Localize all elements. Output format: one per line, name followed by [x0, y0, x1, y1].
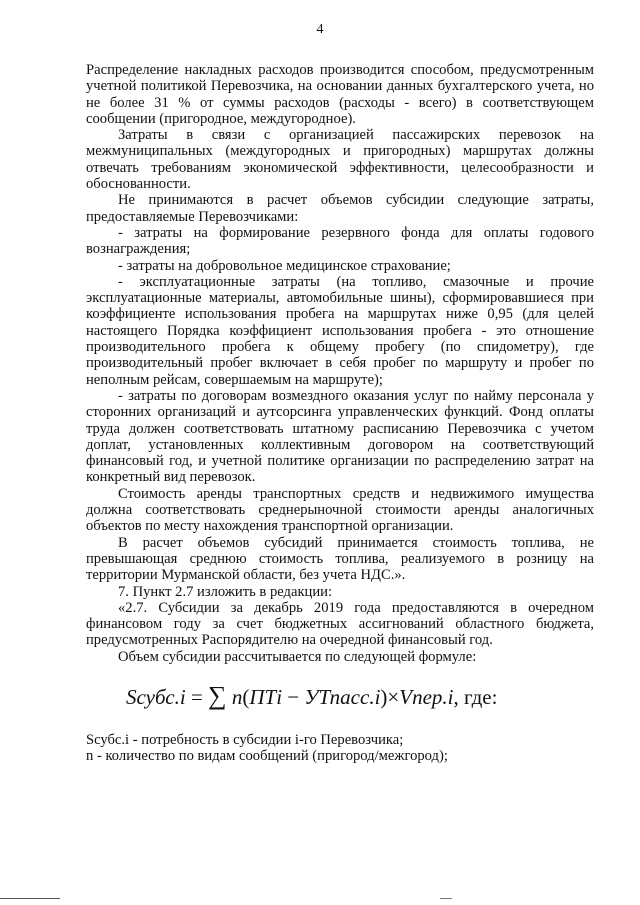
- paragraph: Объем субсидии рассчитывается по следующей формуле:: [118, 648, 477, 665]
- formula-minus: −: [287, 684, 300, 709]
- paragraph: В расчет объемов субсидий принимается стоимость топлива, не превышающая среднюю стоимость топлива, реализуемого в розницу на территории Мурманской области, без учета НДС.».: [86, 534, 594, 584]
- formula-sum-symbol: ∑: [208, 680, 227, 710]
- definition: Sсубс.i - потребность в субсидии i-го Перевозчика;: [86, 731, 404, 748]
- subsidy-formula: [126, 680, 594, 710]
- definition: n - количество по видам сообщений (пригород/межгород);: [86, 748, 448, 765]
- paragraph: Стоимость аренды транспортных средств и недвижимого имущества должна соответствовать среднерыночной стоимости аренды аналогичных объектов по месту нахождения транспортной организации.: [86, 485, 594, 535]
- formula-lhs: Sсубс.i: [126, 684, 186, 709]
- formula-equals: =: [190, 684, 203, 709]
- list-item: - эксплуатационные затраты (на топливо, смазочные и прочие эксплуатационные материалы, автомобильные шины), сформировавшиеся при коэффициенте использования пробега на маршрутах ниже 0,95 (для целей настоящего Порядка коэффициент использования пробега - это отношение производительного пробега к общему пробегу (по спидометру), где производительный пробег включает в себя пробег по маршруту и пробег по неполным рейсам, совершаемым на маршруте);: [86, 273, 594, 388]
- formula-term-ut: УТпасс.i: [304, 684, 381, 709]
- section-heading: 7. Пункт 2.7 изложить в редакции:: [118, 583, 333, 600]
- formula-n: n: [231, 684, 243, 709]
- document-body: [86, 62, 594, 765]
- list-item: - затраты на формирование резервного фонда для оплаты годового вознаграждения;: [86, 224, 594, 258]
- formula-term-pt: ПТi: [249, 684, 283, 709]
- paragraph: «2.7. Субсидии за декабрь 2019 года предоставляются в очередном финансовом году за счет бюджетных ассигнований областного бюджета, предусмотренных Распорядителю на очередной финансовый год.: [86, 599, 594, 649]
- formula-times: ×: [387, 684, 400, 709]
- formula-close-paren: ): [380, 684, 388, 709]
- page-number: 4: [316, 22, 324, 37]
- paragraph: Не принимаются в расчет объемов субсидии следующие затраты, предоставляемые Перевозчиками:: [86, 192, 594, 225]
- formula-suffix: , где:: [453, 684, 498, 709]
- formula-open-paren: (: [242, 684, 250, 709]
- scan-edge-mark: [440, 898, 452, 899]
- list-item: - затраты по договорам возмездного оказания услуг по найму персонала у сторонних организаций и аутсорсинга управленческих функций. Фонд оплаты труда должен соответствовать штатному расписанию Перевозчика с учетом доплат, установленных коллективным договором на соответствующий финансовый год, и учетной политике организации по распределению затрат на конкретный вид перевозок.: [86, 387, 594, 486]
- paragraph: Распределение накладных расходов производится способом, предусмотренным учетной политикой Перевозчика, на основании данных бухгалтерского учета, но не более 31 % от суммы расходов (расходы - всего) в соответствующем сообщении (пригородное, междугородное).: [86, 62, 594, 127]
- list-item: - затраты на добровольное медицинское страхование;: [118, 257, 451, 274]
- formula-term-v: Vпер.i: [399, 684, 454, 709]
- scan-edge-line: [0, 898, 60, 899]
- paragraph: Затраты в связи с организацией пассажирских перевозок на межмуниципальных (междугородных и пригородных) маршрутах должны отвечать требованиям экономической эффективности, целесообразности и обоснованности.: [86, 127, 594, 193]
